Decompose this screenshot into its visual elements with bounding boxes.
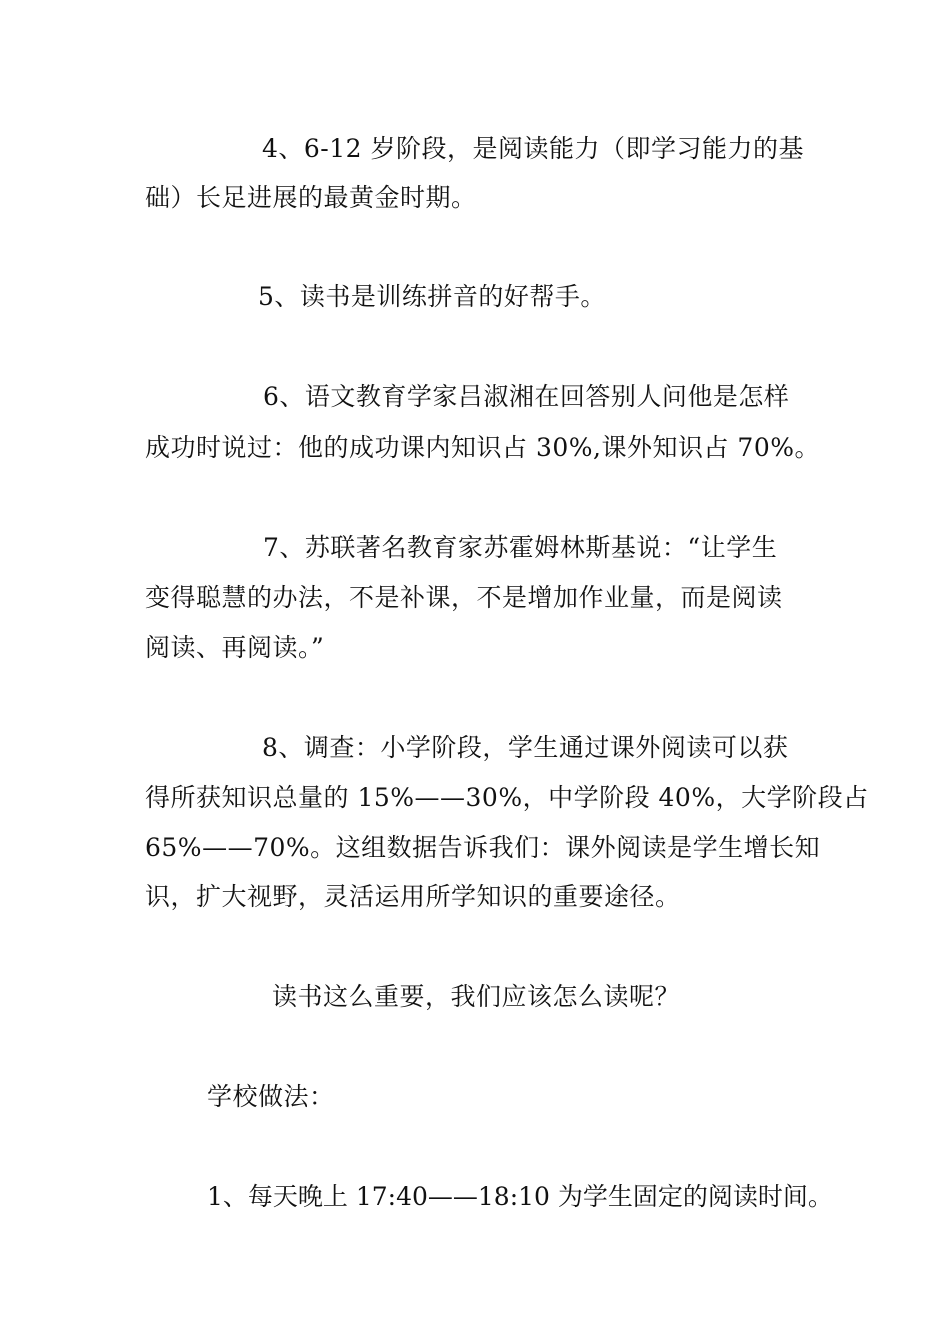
paragraph-line: 1、每天晚上 17:40——18:10 为学生固定的阅读时间。	[207, 1182, 833, 1211]
paragraph-line: 65%——70%。这组数据告诉我们：课外阅读是学生增长知	[145, 833, 821, 862]
paragraph-line: 5、读书是训练拼音的好帮手。	[258, 282, 606, 311]
paragraph-line: 8、调查：小学阶段，学生通过课外阅读可以获	[262, 733, 789, 762]
paragraph-line: 学校做法：	[207, 1082, 335, 1111]
paragraph-line: 读书这么重要，我们应该怎么读呢？	[272, 982, 681, 1011]
paragraph-line: 7、苏联著名教育家苏霍姆林斯基说：“让学生	[263, 533, 778, 562]
paragraph-line: 变得聪慧的办法，不是补课，不是增加作业量，而是阅读	[145, 583, 783, 612]
paragraph-line: 6、语文教育学家吕淑湘在回答别人问他是怎样	[263, 382, 790, 411]
paragraph-line: 识，扩大视野，灵活运用所学知识的重要途径。	[145, 882, 681, 911]
paragraph-line: 成功时说过：他的成功课内知识占 30%,课外知识占 70%。	[145, 433, 820, 462]
paragraph-line: 础）长足进展的最黄金时期。	[145, 183, 477, 212]
paragraph-line: 4、6-12 岁阶段，是阅读能力（即学习能力的基	[262, 134, 805, 163]
paragraph-line: 得所获知识总量的 15%——30%，中学阶段 40%，大学阶段占	[145, 783, 869, 812]
paragraph-line: 阅读、再阅读。”	[145, 633, 325, 662]
